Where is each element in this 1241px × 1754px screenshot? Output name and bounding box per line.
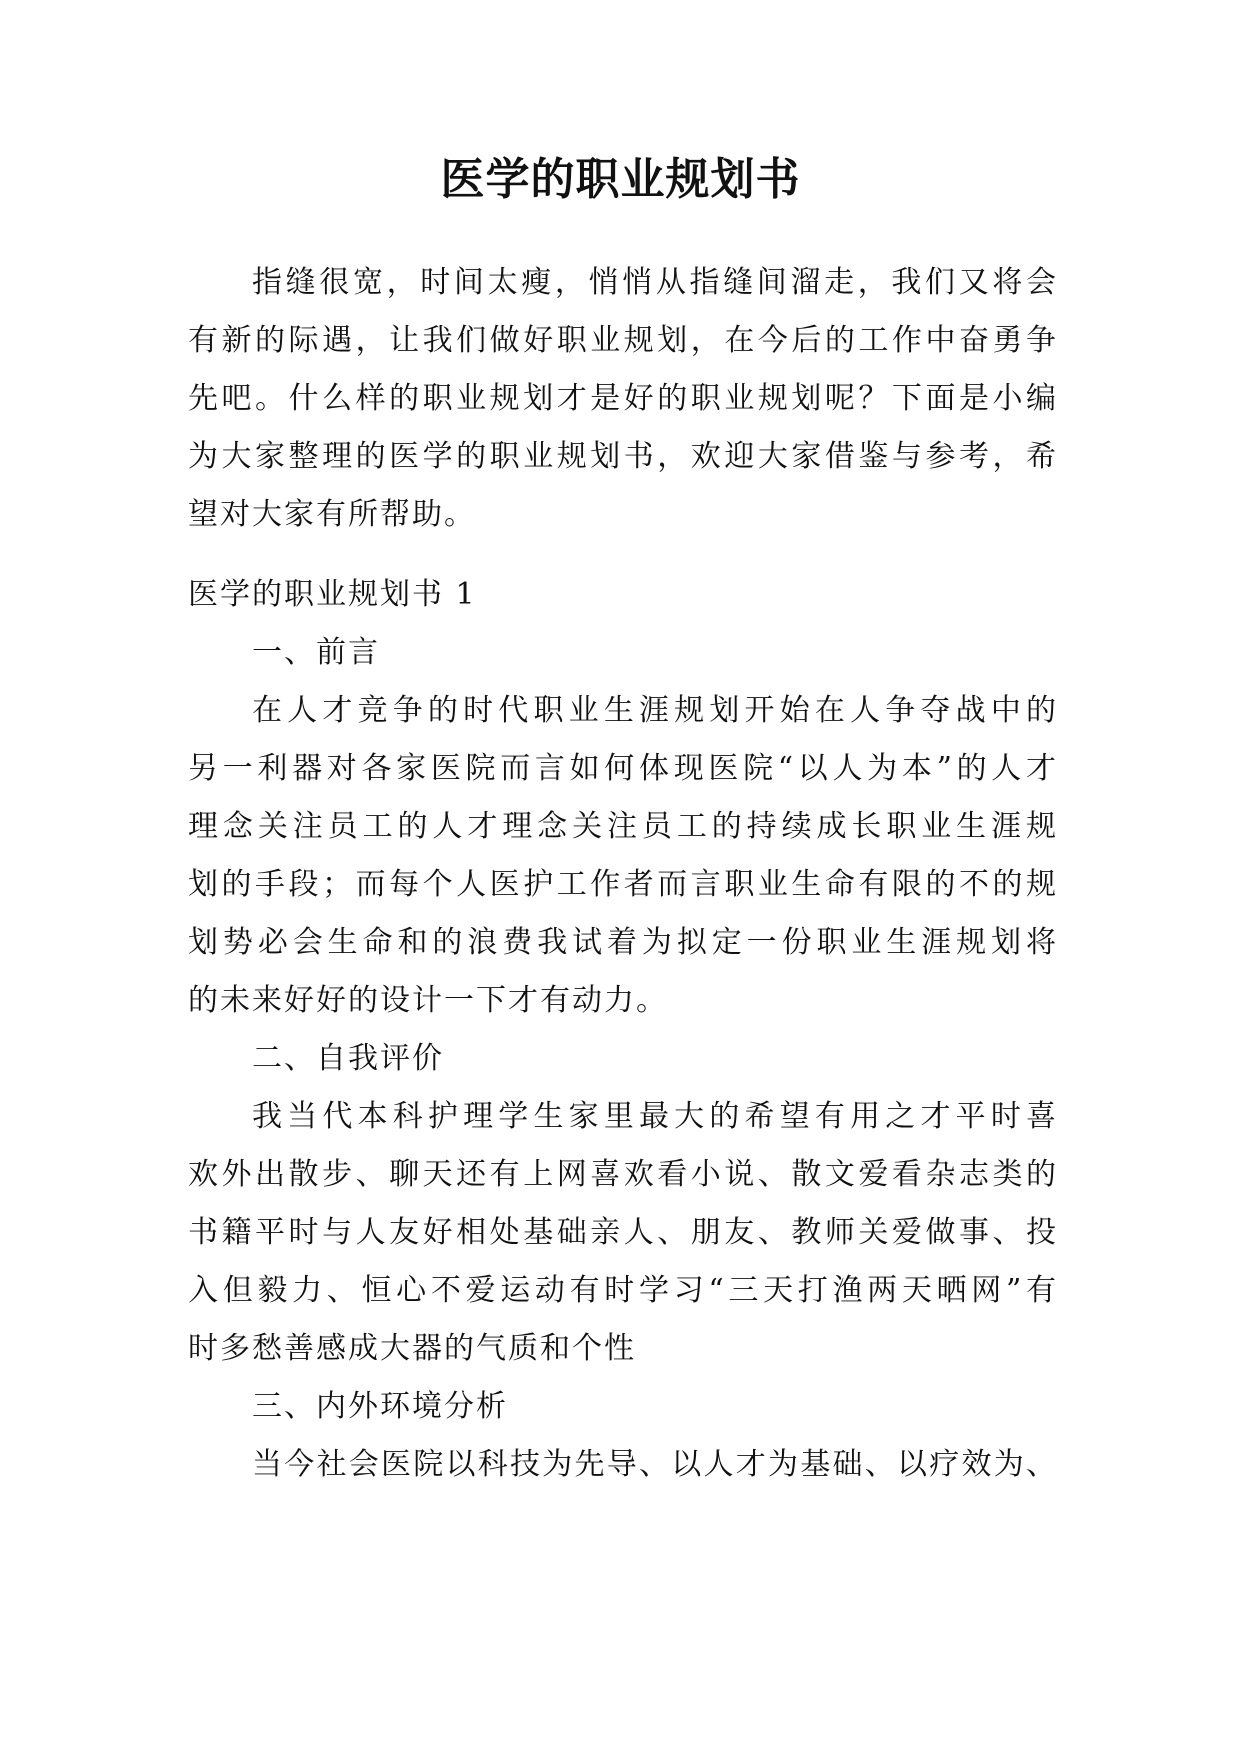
paragraph-line: 望对大家有所帮助。 [188,497,476,532]
paragraph-line: 当今社会医院以科技为先导、以人才为基础、以疗效为、 [252,1447,1058,1482]
paragraph-line: 划的手段；而每个人医护工作者而言职业生命有限的不的规 [188,867,1058,902]
paragraph-line: 时多愁善感成大器的气质和个性 [188,1331,636,1366]
paragraph-line: 指缝很宽，时间太瘦，悄悄从指缝间溜走，我们又将会 [252,265,1058,300]
section-heading-environment-analysis: 三、内外环境分析 [252,1389,508,1424]
paragraph-line: 为大家整理的医学的职业规划书，欢迎大家借鉴与参考，希 [188,439,1058,474]
paragraph-line: 划势必会生命和的浪费我试着为拟定一份职业生涯规划将 [188,925,1058,960]
paragraph-line: 在人才竞争的时代职业生涯规划开始在人争夺战中的 [252,693,1058,728]
intro-paragraph [188,254,1058,544]
paragraph-line: 的未来好好的设计一下才有动力。 [188,983,668,1018]
paragraph-line: 欢外出散步、聊天还有上网喜欢看小说、散文爱看杂志类的 [188,1157,1058,1192]
section-heading-self-evaluation: 二、自我评价 [252,1041,444,1076]
main-content [188,566,1058,1494]
section-heading-preface: 一、前言 [252,635,380,670]
paragraph-line: 有新的际遇，让我们做好职业规划，在今后的工作中奋勇争 [188,323,1058,358]
paragraph-line: 书籍平时与人友好相处基础亲人、朋友、教师关爱做事、投 [188,1215,1058,1250]
paragraph-line: 我当代本科护理学生家里最大的希望有用之才平时喜 [252,1099,1058,1134]
document-title: 医学的职业规划书 [440,154,801,205]
paragraph-line: 入但毅力、恒心不爱运动有时学习“三天打渔两天晒网”有 [188,1273,1058,1308]
paragraph-line: 另一利器对各家医院而言如何体现医院“以人为本”的人才 [188,751,1058,786]
section-title: 医学的职业规划书 1 [188,577,477,612]
paragraph-line: 理念关注员工的人才理念关注员工的持续成长职业生涯规 [188,809,1058,844]
paragraph-line: 先吧。什么样的职业规划才是好的职业规划呢？下面是小编 [188,381,1058,416]
